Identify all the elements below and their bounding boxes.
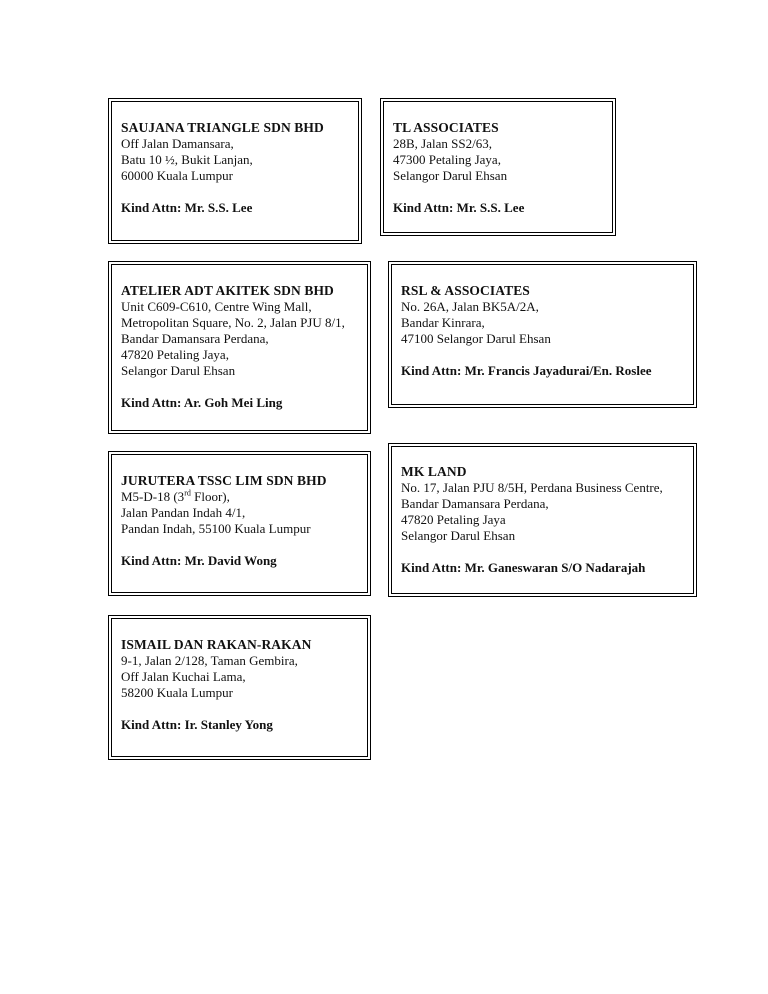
- address-line: 47100 Selangor Darul Ehsan: [401, 331, 551, 346]
- address-label-saujana: [111, 101, 359, 241]
- address-line: Metropolitan Square, No. 2, Jalan PJU 8/1,: [121, 315, 345, 330]
- company-name: TL ASSOCIATES: [393, 120, 499, 135]
- address-line: Pandan Indah, 55100 Kuala Lumpur: [121, 521, 311, 536]
- address-line: Unit C609-C610, Centre Wing Mall,: [121, 299, 312, 314]
- company-name: RSL & ASSOCIATES: [401, 283, 530, 298]
- address-label-tl-associates: [383, 101, 613, 233]
- attention-line: Kind Attn: Ir. Stanley Yong: [121, 717, 273, 732]
- address-line: 58200 Kuala Lumpur: [121, 685, 233, 700]
- address-label-rsl-associates: [391, 264, 694, 405]
- address-line: Off Jalan Kuchai Lama,: [121, 669, 246, 684]
- attention-line: Kind Attn: Mr. S.S. Lee: [121, 200, 253, 215]
- address-label-ismail-dan-rakan: [111, 618, 368, 757]
- company-name: JURUTERA TSSC LIM SDN BHD: [121, 473, 327, 488]
- address-line: 60000 Kuala Lumpur: [121, 168, 233, 183]
- company-name: ISMAIL DAN RAKAN-RAKAN: [121, 637, 312, 652]
- address-line: No. 17, Jalan PJU 8/5H, Perdana Business Centre,: [401, 480, 663, 495]
- address-line: Batu 10 ½, Bukit Lanjan,: [121, 152, 253, 167]
- address-line: 28B, Jalan SS2/63,: [393, 136, 492, 151]
- address-line: 47820 Petaling Jaya,: [121, 347, 229, 362]
- address-label-mk-land: [391, 446, 694, 594]
- address-line: 9-1, Jalan 2/128, Taman Gembira,: [121, 653, 298, 668]
- company-name: SAUJANA TRIANGLE SDN BHD: [121, 120, 324, 135]
- address-label-jurutera-tssc: [111, 454, 368, 593]
- address-line: No. 26A, Jalan BK5A/2A,: [401, 299, 539, 314]
- attention-line: Kind Attn: Mr. Francis Jayadurai/En. Roslee: [401, 363, 652, 378]
- address-label-atelier-adt: [111, 264, 368, 431]
- attention-line: Kind Attn: Ar. Goh Mei Ling: [121, 395, 283, 410]
- attention-line: Kind Attn: Mr. S.S. Lee: [393, 200, 525, 215]
- company-name: ATELIER ADT AKITEK SDN BHD: [121, 283, 334, 298]
- address-line: Bandar Kinrara,: [401, 315, 485, 330]
- address-line: Jalan Pandan Indah 4/1,: [121, 505, 246, 520]
- address-line: 47820 Petaling Jaya: [401, 512, 506, 527]
- attention-line: Kind Attn: Mr. David Wong: [121, 553, 277, 568]
- address-line: M5-D-18 (3rd Floor),: [121, 488, 230, 504]
- address-line: Bandar Damansara Perdana,: [401, 496, 549, 511]
- address-line: 47300 Petaling Jaya,: [393, 152, 501, 167]
- address-line: Selangor Darul Ehsan: [393, 168, 508, 183]
- company-name: MK LAND: [401, 464, 467, 479]
- address-line: Selangor Darul Ehsan: [121, 363, 236, 378]
- address-line: Selangor Darul Ehsan: [401, 528, 516, 543]
- address-line: Off Jalan Damansara,: [121, 136, 234, 151]
- attention-line: Kind Attn: Mr. Ganeswaran S/O Nadarajah: [401, 560, 646, 575]
- address-line: Bandar Damansara Perdana,: [121, 331, 269, 346]
